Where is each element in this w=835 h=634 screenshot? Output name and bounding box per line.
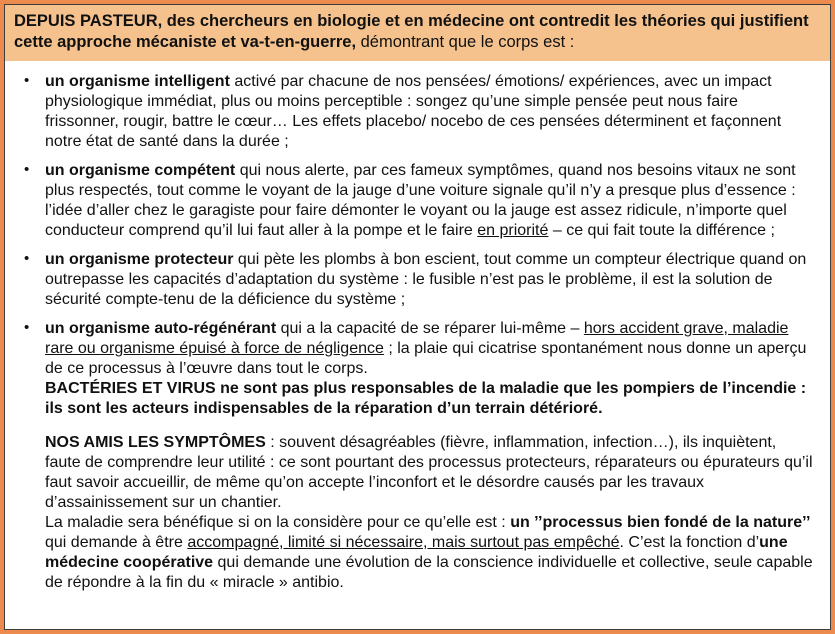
list-item-text: un organisme compétent qui nous alerte, par ces fameux symptômes, quand nos besoins vitaux ne sont plus respectés, tout comme le voyant de la jauge d’une voiture signale qu’il n’y a presque plus d’essence : l’idée d’aller chez le garagiste pour faire démonter le voyant ou la jauge est assez ridicule, n’importe quel conducteur comprend qu’il lui faut aller à la pompe et le faire en priorité – ce qui fait toute la différence ; <box>45 162 796 239</box>
list-item-organisme-competent <box>5 161 814 241</box>
bullet-icon: • <box>24 250 30 267</box>
paragraph-text: NOS AMIS LES SYMPTÔMES : souvent désagréables (fièvre, inflammation, infection…), ils inquiètent, faute de comprendre leur utilité : ce sont pourtant des processus protecteurs, réparateurs ou épurateurs qu’il faut savoir accueillir, de même qu’on accepte l’inconfort et le désordre causés par les travaux d’assainissement sur un chantier. <box>45 434 813 511</box>
header-band <box>5 5 830 61</box>
bullet-icon: • <box>24 72 30 89</box>
paragraph-text: La maladie sera bénéfique si on la considère pour ce qu’elle est : un ’’processus bien fondé de la nature’’ qui demande à être accompagné, limité si nécessaire, mais surtout pas empêché. C’est la fonction d’une médecine coopérative qui demande une évolution de la conscience individuelle et collective, seule capable de répondre à la fin du « miracle » antibio. <box>45 514 813 591</box>
paragraph-la-maladie <box>5 513 814 593</box>
list-item-organisme-protecteur <box>5 250 814 310</box>
list-item-text: un organisme auto-régénérant qui a la capacité de se réparer lui-même – hors accident grave, maladie rare ou organisme épuisé à force de négligence ; la plaie qui cicatrise spontanément nous donne un aperçu de ce processus à l’œuvre dans tout le corps. BACTÉRIES ET VIRUS ne sont pas plus responsables de la maladie que les pompiers de l’incendie : ils sont les acteurs indispensables de la réparation d’un terrain détérioré. <box>45 320 807 417</box>
list-item-text: un organisme intelligent activé par chacune de nos pensées/ émotions/ expériences, avec un impact physiologique immédiat, plus ou moins perceptible : songez qu’une simple pensée peut nous faire frissonner, rougir, battre le cœur… Les effets placebo/ nocebo de ces pensées déterminent et façonnent notre état de santé dans la durée ; <box>45 73 782 150</box>
list-item-organisme-intelligent <box>5 72 814 152</box>
list-item-text: un organisme protecteur qui pète les plombs à bon escient, tout comme un compteur électrique quand on outrepasse les capacités d’adaptation du système : le fusible n’est pas le problème, il est la solution de sécurité compte-tenu de la déficience du système ; <box>45 251 807 308</box>
document-body <box>5 61 830 629</box>
document-page <box>4 4 831 630</box>
header-text: DEPUIS PASTEUR, des chercheurs en biologie et en médecine ont contredit les théories qui justifient cette approche mécaniste et va-t-en-guerre, démontrant que le corps est : <box>14 12 809 51</box>
list-item-organisme-auto-regenerant <box>5 319 814 419</box>
bullet-icon: • <box>24 319 30 336</box>
bullet-icon: • <box>24 161 30 178</box>
paragraph-nos-amis-les-symptomes <box>5 433 814 513</box>
